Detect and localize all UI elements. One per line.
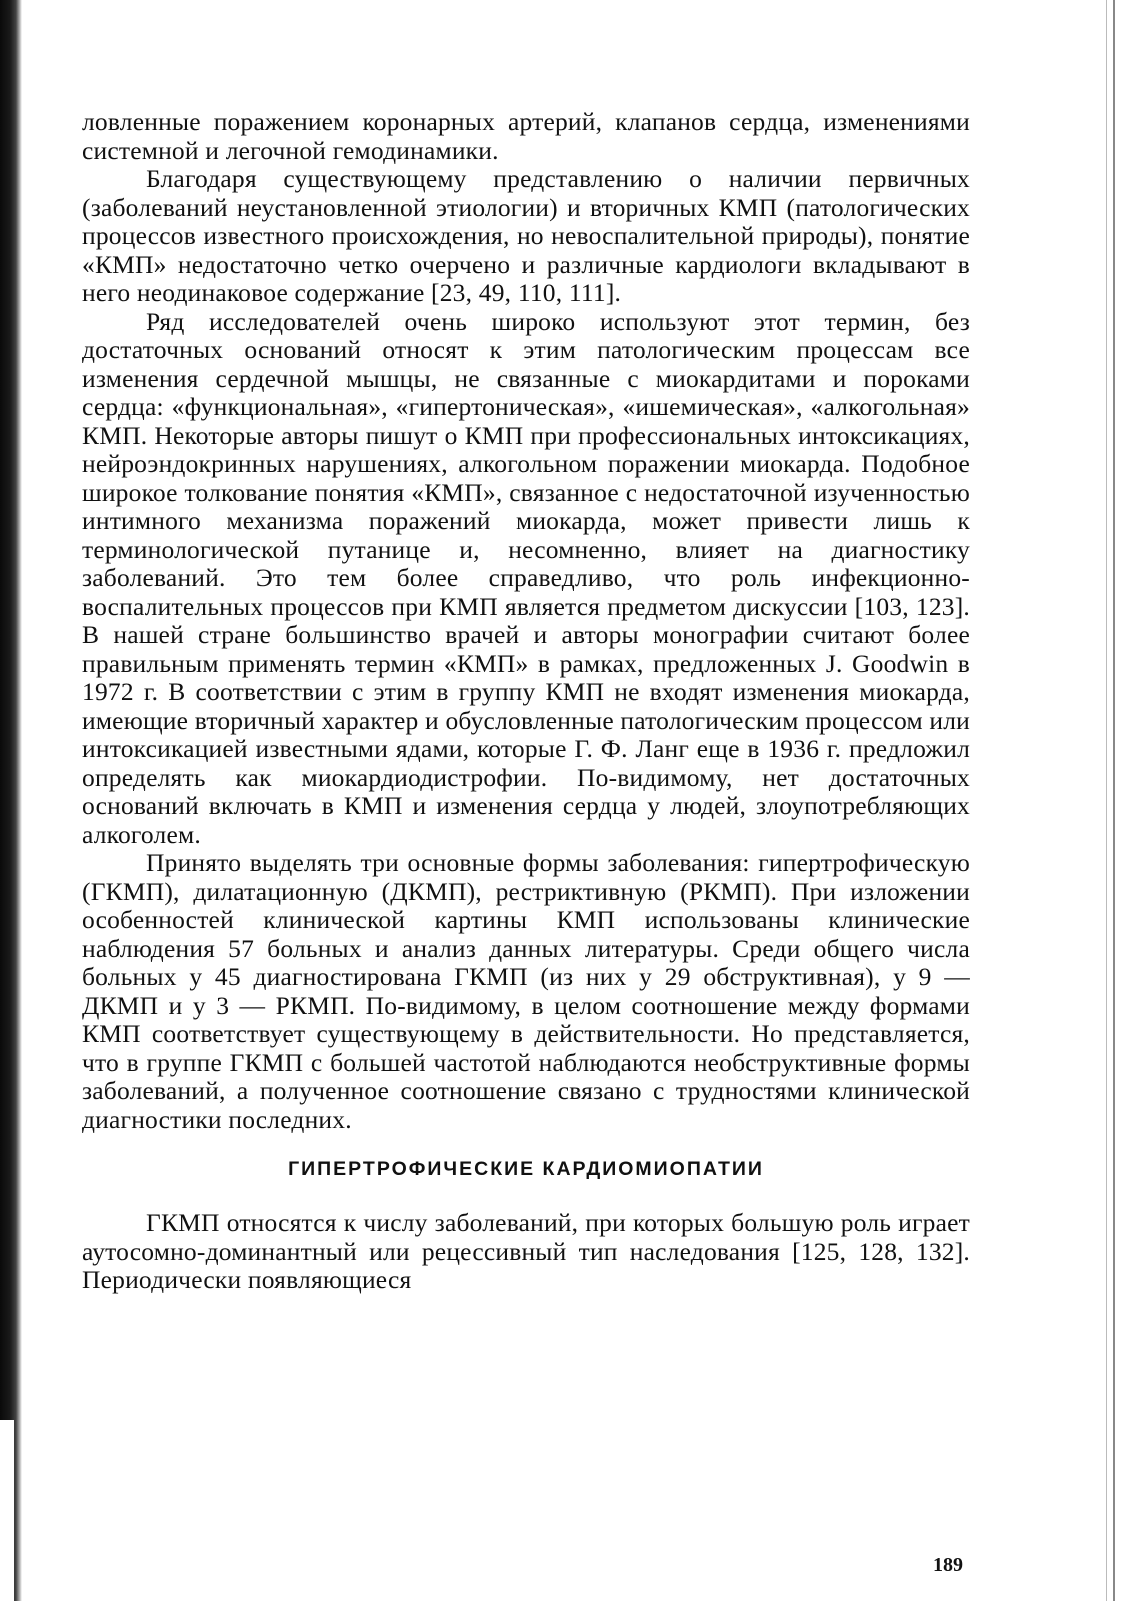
paragraph-continuation: ловленные поражением коронарных артерий, клапанов сердца, изменениями системной и легочной гемодинамики. xyxy=(82,107,970,165)
paragraph: ГКМП относятся к числу заболеваний, при которых большую роль играет аутосомно-доминантный или рецессивный тип наследования [125, 128, 132]. Периодически появляющиеся xyxy=(82,1208,970,1294)
scan-right-edge-line xyxy=(1113,0,1115,1601)
paragraph: Ряд исследователей очень широко используют этот термин, без достаточных оснований относят к этим патологическим процессам все изменения сердечной мышцы, не связанные с миокардитами и пороками сердца: «функциональная», «гипертоническая», «ишемическая», «алкогольная» КМП. Некоторые авторы пишут о КМП при профессиональных интоксикациях, нейроэндокринных нарушениях, алкогольном поражении миокарда. Подобное широкое толкование понятия «КМП», связанное с недостаточной изученностью интимного механизма поражений миокарда, может привести лишь к терминологической путанице и, несомненно, влияет на диагностику заболеваний. Это тем более справедливо, что роль инфекционно-воспалительных процессов при КМП является предметом дискуссии [103, 123]. В нашей стране большинство врачей и авторы монографии считают более правильным применять термин «КМП» в рамках, предложенных J. Goodwin в 1972 г. В соответствии с этим в группу КМП не входят изменения миокарда, имеющие вторичный характер и обусловленные патологическим процессом или интоксикацией известными ядами, которые Г. Ф. Ланг еще в 1936 г. предложил определять как миокардиодистрофии. По-видимому, нет достаточных оснований включать в КМП и изменения сердца у людей, злоупотребляющих алкоголем. xyxy=(82,306,970,849)
paragraph: Принято выделять три основные формы заболевания: гипертрофическую (ГКМП), дилатационную (ДКМП), рестриктивную (РКМП). При изложении особенностей клинической картины КМП использованы клинические наблюдения 57 больных и анализ данных литературы. Среди общего числа больных у 45 диагностирована ГКМП (из них у 29 обструктивная), у 9 — ДКМП и у 3 — РКМП. По-видимому, в целом соотношение между формами КМП соответствует существующему в действительности. Но представляется, что в группе ГКМП с большей частотой наблюдаются необструктивные формы заболеваний, а полученное соотношение связано с трудностями клинической диагностики последних. xyxy=(82,848,970,1134)
page-number: 189 xyxy=(933,1554,963,1576)
page-body xyxy=(82,108,970,1295)
scan-right-edge-line xyxy=(1106,0,1107,1601)
section-heading: ГИПЕРТРОФИЧЕСКИЕ КАРДИОМИОПАТИИ xyxy=(288,1158,764,1180)
scan-left-edge-shadow xyxy=(0,0,22,1601)
paragraph: Благодаря существующему представлению о наличии первичных (заболеваний неустановленной этиологии) и вторичных КМП (патологических процессов известного происхождения, но невоспалительной природы), понятие «КМП» недостаточно четко очерчено и различные кардиологи вкладывают в него неодинаковое содержание [23, 49, 110, 111]. xyxy=(82,164,970,307)
